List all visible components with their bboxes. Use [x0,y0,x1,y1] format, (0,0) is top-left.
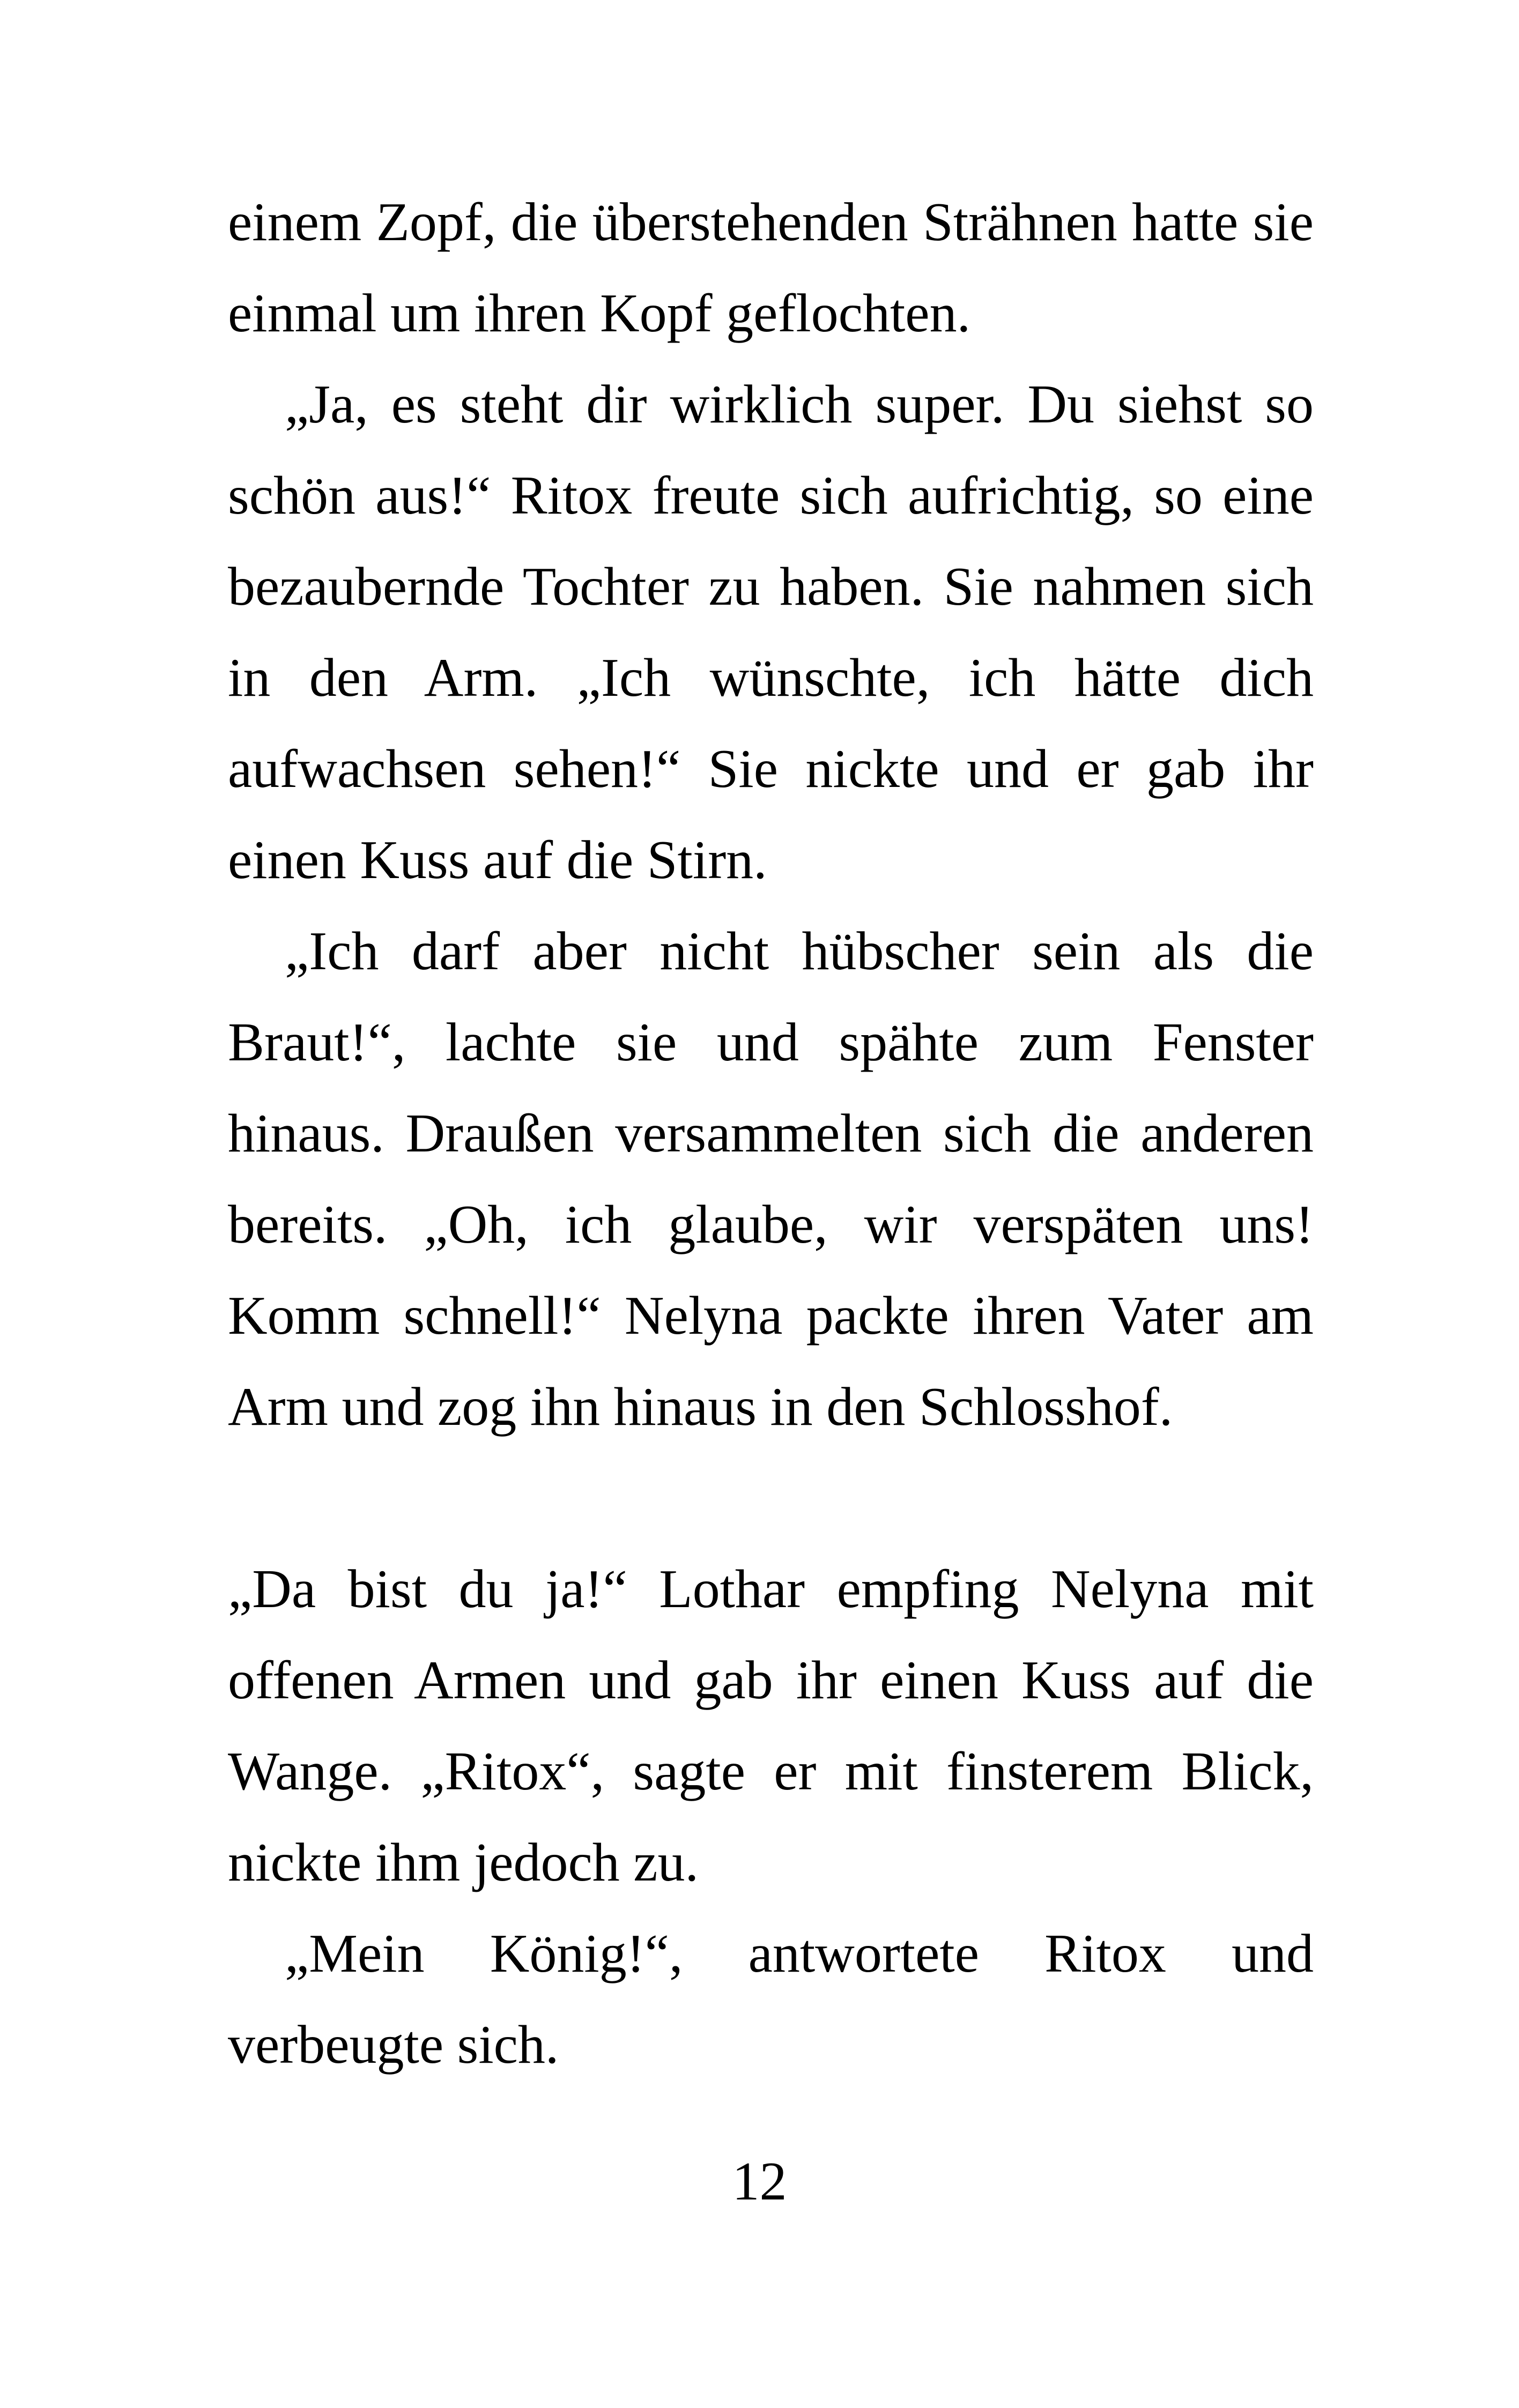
body-text [228,177,1314,2091]
paragraph: „Ja, es steht dir wirklich super. Du siehst so schön aus!“ Ritox freute sich aufrichtig, so eine bezaubernde Tochter zu haben. Sie nahmen sich in den Arm. „Ich wünschte, ich hätte dich aufwachsen sehen!“ Sie nickte und er gab ihr einen Kuss auf die Stirn. [228,374,1314,890]
paragraph-continuation: einem Zopf, die überstehenden Strähnen hatte sie einmal um ihren Kopf geflochten. [228,192,1314,344]
paragraph: „Ich darf aber nicht hübscher sein als die Braut!“, lachte sie und spähte zum Fenster hinaus. Draußen versammelten sich die anderen bereits. „Oh, ich glaube, wir verspäten uns! Komm schnell!“ Nelyna packte ihren Vater am Arm und zog ihn hinaus in den Schlosshof. [228,921,1314,1437]
paragraph: „Mein König!“, antwortete Ritox und verbeugte sich. [228,1923,1314,2075]
paragraph-section-start: „Da bist du ja!“ Lothar empfing Nelyna mit offenen Armen und gab ihr einen Kuss auf die Wange. „Ritox“, sagte er mit finsterem Blick, nickte ihm jedoch zu. [228,1559,1314,1893]
page-number: 12 [732,2151,787,2212]
